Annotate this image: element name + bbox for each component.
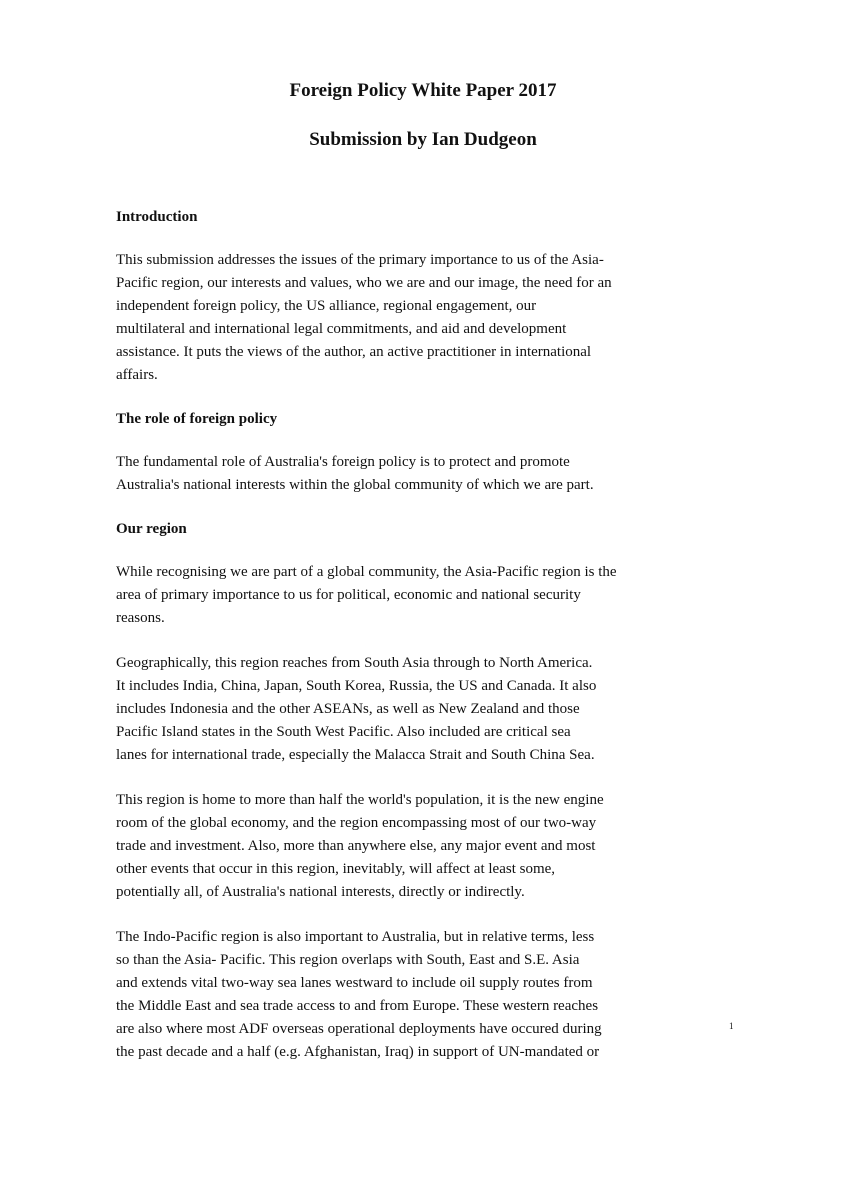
text-line: are also where most ADF overseas operational deployments have occured during xyxy=(116,1021,602,1037)
text-line: assistance. It puts the views of the author, an active practitioner in international xyxy=(116,344,592,360)
text-line: While recognising we are part of a global community, the Asia-Pacific region is the xyxy=(116,564,617,580)
text-line: Australia's national interests within the global community of which we are part. xyxy=(116,477,594,493)
text-line: trade and investment. Also, more than anywhere else, any major event and most xyxy=(116,838,596,854)
text-line: area of primary importance to us for political, economic and national security xyxy=(116,587,581,603)
text-line: The Indo-Pacific region is also important to Australia, but in relative terms, less xyxy=(116,929,595,945)
text-line: room of the global economy, and the region encompassing most of our two-way xyxy=(116,815,597,831)
text-line: The fundamental role of Australia's foreign policy is to protect and promote xyxy=(116,454,570,470)
text-line: This submission addresses the issues of the primary importance to us of the Asia- xyxy=(116,252,604,268)
text-line: other events that occur in this region, inevitably, will affect at least some, xyxy=(116,861,556,877)
section-heading: The role of foreign policy xyxy=(116,411,278,427)
section-role-of-foreign-policy xyxy=(116,409,731,497)
paragraph xyxy=(116,652,731,767)
text-line: multilateral and international legal commitments, and aid and development xyxy=(116,321,567,337)
text-line: the past decade and a half (e.g. Afghanistan, Iraq) in support of UN-mandated or xyxy=(116,1044,600,1060)
text-line: reasons. xyxy=(116,610,165,626)
section-heading: Our region xyxy=(116,521,187,537)
text-line: affairs. xyxy=(116,367,158,383)
text-line: lanes for international trade, especially the Malacca Strait and South China Sea. xyxy=(116,747,595,763)
text-line: Pacific Island states in the South West Pacific. Also included are critical sea xyxy=(116,724,571,740)
paragraph xyxy=(116,926,731,1064)
page-number: 1 xyxy=(729,1021,734,1031)
text-line: Pacific region, our interests and values, who we are and our image, the need for an xyxy=(116,275,612,291)
text-line: includes Indonesia and the other ASEANs, as well as New Zealand and those xyxy=(116,701,580,717)
text-line: independent foreign policy, the US alliance, regional engagement, our xyxy=(116,298,537,314)
paragraph xyxy=(116,451,731,497)
document-body xyxy=(116,207,731,1086)
section-introduction xyxy=(116,207,731,387)
text-line: and extends vital two-way sea lanes westward to include oil supply routes from xyxy=(116,975,593,991)
paragraph xyxy=(116,249,731,387)
document-subtitle: Submission by Ian Dudgeon xyxy=(309,129,537,150)
paragraph xyxy=(116,789,731,904)
text-line: This region is home to more than half the world's population, it is the new engine xyxy=(116,792,604,808)
paragraph xyxy=(116,561,731,630)
text-line: It includes India, China, Japan, South Korea, Russia, the US and Canada. It also xyxy=(116,678,597,694)
section-our-region xyxy=(116,519,731,1064)
text-line: potentially all, of Australia's national interests, directly or indirectly. xyxy=(116,884,525,900)
text-line: the Middle East and sea trade access to and from Europe. These western reaches xyxy=(116,998,599,1014)
text-line: Geographically, this region reaches from South Asia through to North America. xyxy=(116,655,593,671)
document-title: Foreign Policy White Paper 2017 xyxy=(289,80,557,101)
text-line: so than the Asia- Pacific. This region overlaps with South, East and S.E. Asia xyxy=(116,952,580,968)
section-heading: Introduction xyxy=(116,209,198,225)
